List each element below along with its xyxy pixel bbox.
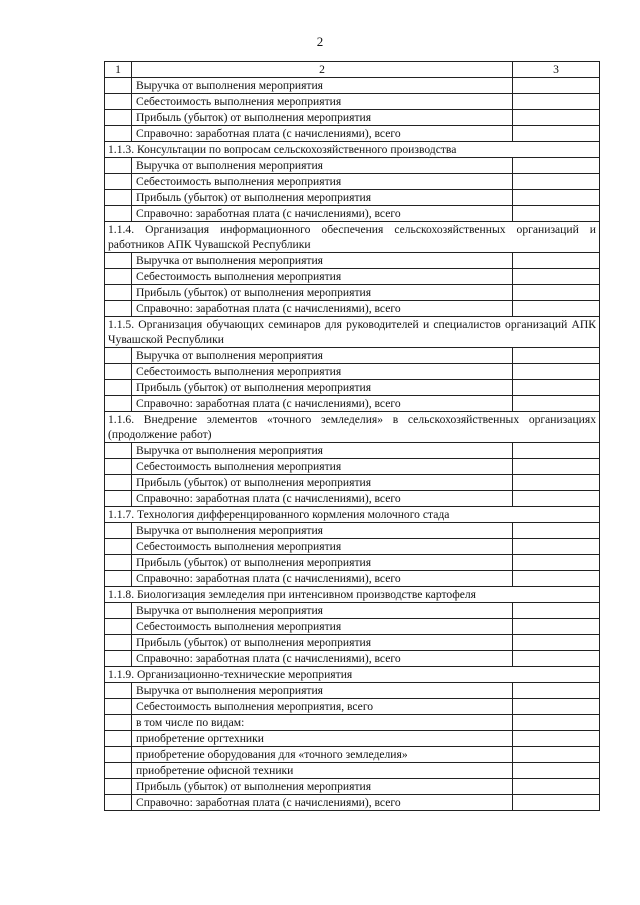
table-row (105, 110, 600, 126)
value-cell (513, 683, 600, 699)
table-row (105, 206, 600, 222)
table-row (105, 779, 600, 795)
row-number-cell (105, 158, 132, 174)
indicator-label: Справочно: заработная плата (с начислениями), всего (132, 301, 513, 317)
table-row (105, 269, 600, 285)
row-number-cell (105, 555, 132, 571)
row-number-cell (105, 285, 132, 301)
value-cell (513, 380, 600, 396)
value-cell (513, 94, 600, 110)
row-number-cell (105, 603, 132, 619)
value-cell (513, 364, 600, 380)
row-number-cell (105, 475, 132, 491)
row-number-cell (105, 571, 132, 587)
table-row (105, 651, 600, 667)
value-cell (513, 635, 600, 651)
value-cell (513, 571, 600, 587)
value-cell (513, 731, 600, 747)
value-cell (513, 523, 600, 539)
row-number-cell (105, 78, 132, 94)
indicator-label: Справочно: заработная плата (с начислениями), всего (132, 126, 513, 142)
table-row (105, 571, 600, 587)
value-cell (513, 795, 600, 811)
table-row (105, 253, 600, 269)
indicator-label: Выручка от выполнения мероприятия (132, 443, 513, 459)
table-row (105, 443, 600, 459)
table-row (105, 795, 600, 811)
row-number-cell (105, 699, 132, 715)
value-cell (513, 475, 600, 491)
value-cell (513, 190, 600, 206)
table-row (105, 190, 600, 206)
value-cell (513, 206, 600, 222)
value-cell (513, 253, 600, 269)
indicator-label: Себестоимость выполнения мероприятия (132, 364, 513, 380)
value-cell (513, 301, 600, 317)
row-number-cell (105, 619, 132, 635)
table-row (105, 619, 600, 635)
table-row (105, 301, 600, 317)
indicator-label: Справочно: заработная плата (с начислениями), всего (132, 491, 513, 507)
row-number-cell (105, 539, 132, 555)
table-row (105, 174, 600, 190)
indicator-label: Выручка от выполнения мероприятия (132, 253, 513, 269)
indicator-label: в том числе по видам: (132, 715, 513, 731)
section-row (105, 142, 600, 158)
table-row (105, 364, 600, 380)
table-row (105, 555, 600, 571)
row-number-cell (105, 683, 132, 699)
row-number-cell (105, 459, 132, 475)
report-table (104, 61, 600, 811)
table-row (105, 491, 600, 507)
value-cell (513, 158, 600, 174)
row-number-cell (105, 731, 132, 747)
indicator-label: Выручка от выполнения мероприятия (132, 683, 513, 699)
row-number-cell (105, 635, 132, 651)
indicator-label: Прибыль (убыток) от выполнения мероприятия (132, 779, 513, 795)
column-number-2: 2 (132, 62, 513, 78)
row-number-cell (105, 174, 132, 190)
value-cell (513, 651, 600, 667)
section-title: 1.1.3. Консультации по вопросам сельскохозяйственного производства (105, 142, 600, 158)
indicator-label: Выручка от выполнения мероприятия (132, 348, 513, 364)
section-row (105, 412, 600, 443)
indicator-label: Прибыль (убыток) от выполнения мероприятия (132, 190, 513, 206)
indicator-label: Себестоимость выполнения мероприятия (132, 619, 513, 635)
section-title: 1.1.5. Организация обучающих семинаров для руководителей и специалистов организаций АПК Чувашской Республики (105, 317, 600, 348)
value-cell (513, 269, 600, 285)
value-cell (513, 126, 600, 142)
indicator-label: Выручка от выполнения мероприятия (132, 523, 513, 539)
value-cell (513, 603, 600, 619)
indicator-label: Прибыль (убыток) от выполнения мероприятия (132, 110, 513, 126)
row-number-cell (105, 747, 132, 763)
value-cell (513, 285, 600, 301)
table-row (105, 94, 600, 110)
indicator-label: Прибыль (убыток) от выполнения мероприятия (132, 285, 513, 301)
row-number-cell (105, 301, 132, 317)
indicator-label: Справочно: заработная плата (с начислениями), всего (132, 206, 513, 222)
column-number-3: 3 (513, 62, 600, 78)
value-cell (513, 78, 600, 94)
indicator-label: Себестоимость выполнения мероприятия, всего (132, 699, 513, 715)
row-number-cell (105, 364, 132, 380)
indicator-label: Себестоимость выполнения мероприятия (132, 94, 513, 110)
table-row (105, 683, 600, 699)
section-title: 1.1.7. Технология дифференцированного кормления молочного стада (105, 507, 600, 523)
row-number-cell (105, 443, 132, 459)
indicator-label: приобретение оргтехники (132, 731, 513, 747)
column-number-1: 1 (105, 62, 132, 78)
indicator-label: Себестоимость выполнения мероприятия (132, 269, 513, 285)
row-number-cell (105, 94, 132, 110)
row-number-cell (105, 380, 132, 396)
row-number-cell (105, 190, 132, 206)
indicator-label: Справочно: заработная плата (с начислениями), всего (132, 795, 513, 811)
section-title: 1.1.4. Организация информационного обеспечения сельскохозяйственных организаций и работников АПК Чувашской Республики (105, 222, 600, 253)
row-number-cell (105, 779, 132, 795)
value-cell (513, 459, 600, 475)
indicator-label: Прибыль (убыток) от выполнения мероприятия (132, 555, 513, 571)
page-number: 2 (316, 34, 324, 49)
section-title: 1.1.8. Биологизация земледелия при интенсивном производстве картофеля (105, 587, 600, 603)
table-row (105, 380, 600, 396)
value-cell (513, 396, 600, 412)
value-cell (513, 539, 600, 555)
indicator-label: Выручка от выполнения мероприятия (132, 603, 513, 619)
table-row (105, 635, 600, 651)
indicator-label: Справочно: заработная плата (с начислениями), всего (132, 651, 513, 667)
table-row (105, 126, 600, 142)
value-cell (513, 443, 600, 459)
value-cell (513, 715, 600, 731)
value-cell (513, 619, 600, 635)
value-cell (513, 747, 600, 763)
indicator-label: Справочно: заработная плата (с начислениями), всего (132, 396, 513, 412)
report-table-body (105, 62, 600, 811)
row-number-cell (105, 715, 132, 731)
row-number-cell (105, 126, 132, 142)
row-number-cell (105, 206, 132, 222)
section-row (105, 317, 600, 348)
value-cell (513, 555, 600, 571)
row-number-cell (105, 110, 132, 126)
table-row (105, 731, 600, 747)
row-number-cell (105, 763, 132, 779)
table-row (105, 715, 600, 731)
table-row (105, 396, 600, 412)
section-row (105, 507, 600, 523)
section-title: 1.1.6. Внедрение элементов «точного земледелия» в сельскохозяйственных организациях (продолжение работ) (105, 412, 600, 443)
indicator-label: Прибыль (убыток) от выполнения мероприятия (132, 380, 513, 396)
table-row (105, 539, 600, 555)
row-number-cell (105, 651, 132, 667)
row-number-cell (105, 269, 132, 285)
table-row (105, 475, 600, 491)
table-row (105, 348, 600, 364)
indicator-label: приобретение офисной техники (132, 763, 513, 779)
section-row (105, 587, 600, 603)
indicator-label: Себестоимость выполнения мероприятия (132, 459, 513, 475)
table-row (105, 78, 600, 94)
value-cell (513, 779, 600, 795)
value-cell (513, 174, 600, 190)
section-row (105, 222, 600, 253)
indicator-label: Прибыль (убыток) от выполнения мероприятия (132, 635, 513, 651)
indicator-label: Себестоимость выполнения мероприятия (132, 539, 513, 555)
indicator-label: Справочно: заработная плата (с начислениями), всего (132, 571, 513, 587)
table-row (105, 699, 600, 715)
section-title: 1.1.9. Организационно-технические мероприятия (105, 667, 600, 683)
table-row (105, 763, 600, 779)
table-row (105, 459, 600, 475)
value-cell (513, 348, 600, 364)
row-number-cell (105, 523, 132, 539)
row-number-cell (105, 795, 132, 811)
value-cell (513, 491, 600, 507)
indicator-label: Себестоимость выполнения мероприятия (132, 174, 513, 190)
table-row (105, 747, 600, 763)
row-number-cell (105, 348, 132, 364)
value-cell (513, 110, 600, 126)
row-number-cell (105, 491, 132, 507)
row-number-cell (105, 253, 132, 269)
indicator-label: Выручка от выполнения мероприятия (132, 158, 513, 174)
value-cell (513, 699, 600, 715)
table-row (105, 603, 600, 619)
indicator-label: приобретение оборудования для «точного земледелия» (132, 747, 513, 763)
row-number-cell (105, 396, 132, 412)
table-row (105, 158, 600, 174)
indicator-label: Прибыль (убыток) от выполнения мероприятия (132, 475, 513, 491)
value-cell (513, 763, 600, 779)
table-header-row (105, 62, 600, 78)
table-row (105, 523, 600, 539)
table-row (105, 285, 600, 301)
section-row (105, 667, 600, 683)
indicator-label: Выручка от выполнения мероприятия (132, 78, 513, 94)
